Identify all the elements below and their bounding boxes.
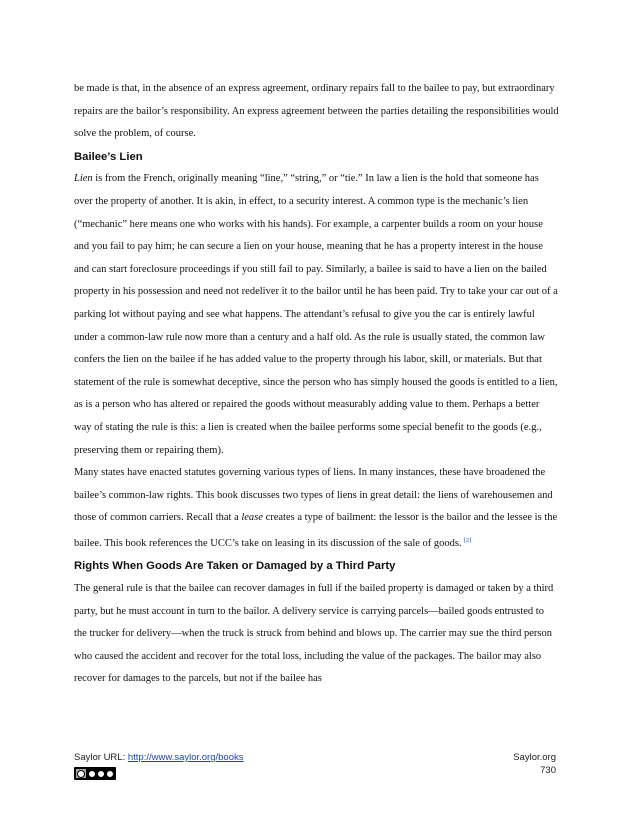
term-lease: lease	[241, 512, 263, 524]
footer-source	[74, 752, 244, 764]
footer-url-link[interactable]: http://www.saylor.org/books	[127, 752, 244, 763]
cc-logo-segment	[76, 769, 86, 778]
paragraph-continued: be made is that, in the absence of an express agreement, ordinary repairs fall to the bailee to pay, but extraordinary repairs are the bailor’s responsibility. An express agreement between the parties detailing the responsibilities would solve the problem, of course.	[74, 83, 559, 140]
paragraph-lien-text: is from the French, originally meaning “line,” “string,” or “tie.” In law a lien is the hold that someone has over the property of another. It is akin, in effect, to a security interest. A common type is the mechanic’s lien (“mechanic” here means one who works with his hands). For example, a carpenter builds a room on your house and you fail to pay him; he can secure a lien on your house, meaning that he has a property interest in the house and can start foreclosure proceedings if you still fail to pay. Similarly, a bailee is said to have a lien on the bailed property in his possession and need not redeliver it to the bailor until he has been paid. Try to take your car out of a parking lot without paying and see what happens. The attendant’s refusal to give you the car is entirely lawful under a common-law rule now more than a century and a half old. As the rule is usually stated, the common law confers the lien on the bailee if he has added value to the property through his labor, skill, or materials. But that statement of the rule is somewhat deceptive, since the person who has simply housed the goods is entitled to a lien, as is a person who has altered or repaired the goods without measurably adding value to them. Perhaps a better way of stating the rule is this: a lien is created when the bailee performs some special benefit to the goods (e.g., preserving them or repairing them).	[74, 173, 558, 456]
page-body	[74, 78, 559, 691]
paragraph-lien-definition	[74, 168, 559, 462]
page-number: 730	[540, 764, 556, 776]
creative-commons-by-nc-sa-icon	[74, 767, 116, 780]
heading-bailees-lien: Bailee’s Lien	[74, 150, 143, 163]
term-lien: Lien	[74, 173, 93, 185]
cc-terms-segment	[88, 769, 114, 778]
footnote-reference[interactable]: [2]	[463, 536, 472, 544]
footer-url-label: Saylor URL:	[74, 752, 128, 763]
paragraph-state-statutes-text-a: Many states have enacted statutes governing various types of liens. In many instances, these have broadened the bailee’s common-law rights. This book discusses two types of liens in great detail: the liens of warehousemen and those of common carriers. Recall that a	[74, 467, 553, 524]
footer-site-info	[513, 752, 556, 777]
paragraph-third-party: The general rule is that the bailee can recover damages in full if the bailed property is damaged or taken by a third party, but he must account in turn to the bailor. A delivery service is carrying parcels—bailed goods entrusted to the trucker for delivery—when the truck is struck from behind and blows up. The carrier may sue the third person who caused the accident and recover for the total loss, including the value of the packages. The bailor may also recover for damages to the parcels, but not if the bailee has	[74, 583, 554, 685]
footer-site-name: Saylor.org	[513, 752, 556, 763]
paragraph-state-statutes	[74, 462, 559, 555]
heading-third-party-rights: Rights When Goods Are Taken or Damaged by a Third Party	[74, 560, 396, 573]
paragraph-state-statutes-text-b: creates a type of bailment: the lessor is the bailor and the lessee is the bailee. This book references the UCC’s take on leasing in its discussion of the sale of goods.	[74, 512, 558, 549]
